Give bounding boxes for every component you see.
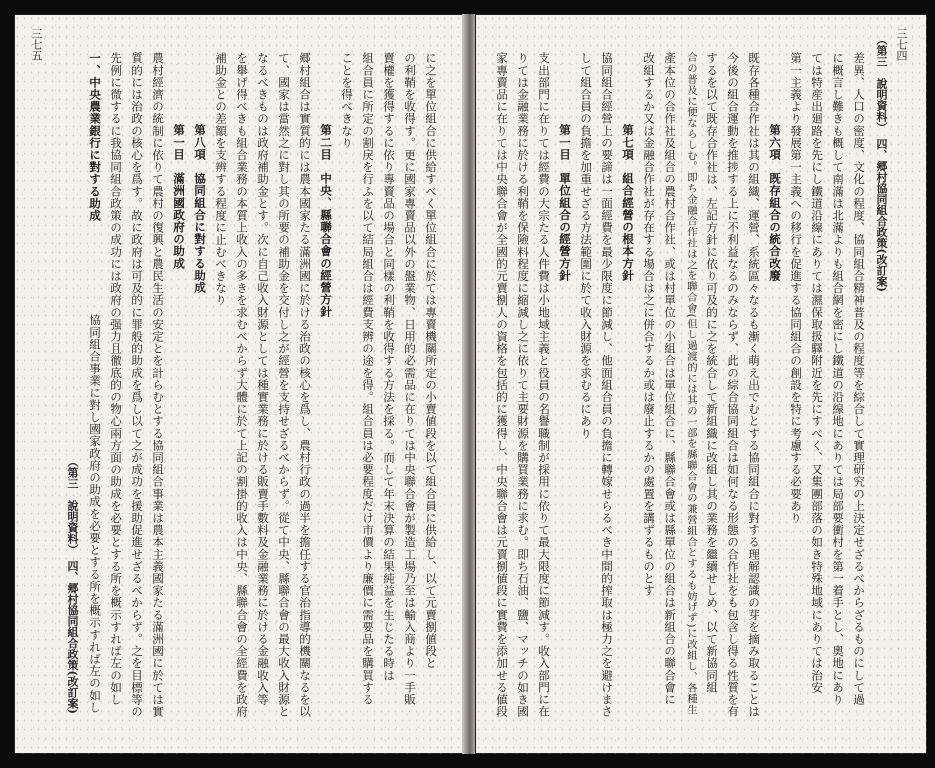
section-heading: 第六項 既存組合の統合改廢	[768, 124, 782, 282]
section-heading: 第二目 中央、縣聯合會の經營方針	[319, 124, 333, 318]
section-heading: 第八項 協同組合に對する助成	[193, 124, 207, 294]
text-column: 郷村組合は實質的には農本國家たる滿洲國に於ける治政の核心を爲し、農村行政の過半を擔任する官治指導的機關なるを以	[298, 52, 312, 718]
text-column: 合の普及に便ならしむ。即ち金融合作社は之を聯合會(但し過渡的には其の一部を縣聯合會の兼營組合とするも妨げず)に改組し、各種生	[685, 52, 697, 716]
page-number: 三七四	[895, 28, 908, 61]
text-column: 今後の組合運動を推捗する上に不利益なるのみならず、此の綜合協同組合は如何なる形態の合作社をも包含し得る性質を有	[726, 52, 740, 718]
text-column: 差異、人口の密度、文化の程度、協同組合精神普及の程度等を綜合して實理研究の上決定せざるべからざるものにして過	[852, 52, 866, 706]
text-column: 既存各種合作社は其の組織、運營、系統區々なるも漸く萌え出でむとする協同組合に對する理解認識の芽を摘み取ることは	[747, 52, 761, 718]
running-head: （第三 說明資料） 四、郷村協同組合政策(改訂案)	[66, 456, 79, 714]
text-column: 產本位の合作社及組合の農村合作社、或は村單位の小組合は單位組合に、縣聯合會或は縣單位の組合は新組合の聯合會に	[663, 52, 677, 706]
text-column: 組合員に所定の割戾を行ふを以て結局組合は經費支辨の途を得。組合員は必要程度だけ市價より廉價に需要品を購買する	[361, 52, 375, 706]
left-page	[14, 14, 466, 754]
section-heading: 第七項 組合經營の根本方針	[621, 124, 635, 282]
text-column: て、國家は當然之に對し其の所要の補助金を交付し之が經營を支持せざるべからず。從て中央、縣聯合會の最大收入財源と	[277, 52, 291, 718]
text-column: に概言し難きも概して南滿は北滿よりも組合網を密にし鐵道の沿線地にありては局部要衝村を第一着手とし、奧地にあり	[831, 52, 845, 706]
text-column: なるべきものは政府補助金とす。次に自己收入財源としては種實業務に於ける販賣手數料及金融業務に於ける金融收入等	[256, 52, 270, 706]
section-heading: 第一目 滿洲國政府の助成	[172, 124, 186, 270]
text-column: 賣權を獲得するに依り專賣品の場合と同樣の利鞘を收得する方法を採る。而して年末決算の結果純益を生じたる時は	[382, 52, 396, 682]
text-column: 農村經濟の統制に依りて農村の復興と農民生活の安定とを計らむとする協同組合事業は農本主義國家たる滿洲國に於ては實	[151, 52, 165, 718]
text-column: して組合員の負擔を加重せざる方法範圍に於て收入財源を求むるにあり	[579, 52, 593, 440]
text-column: の利鞘を收得す。更に國家專賣品以外の盤業物、日用的必需品に在りては中央聯合會が製造工場乃至は輸入商より一手販	[403, 52, 417, 706]
text-column: ことを得べきなり	[340, 52, 354, 149]
section-heading: 第一目 單位組合の經營方針	[558, 124, 572, 282]
text-column: 家專賣品に在りては中央聯合會が全國的元賣捌人の資格を包括的に獲得し、中央聯合會は元賣捌値段に實費を添加せる値段	[495, 52, 509, 718]
text-column: 先例に微するに我協同組合政策の成功には政府の强力且徹底的の物心兩方面の助成を必要とする所を概示すれば左の如し	[109, 52, 123, 706]
text-column: に之を單位組合に供給すべく單位組合に於ては專賣機關所定の小賣値段を以て組合員に供給し、以て元賣捌値段と	[424, 52, 438, 670]
running-head: （第三 說明資料） 四、郷村協同組合政策(改訂案)	[875, 34, 888, 292]
text-column: 第一主義より發展第一主義への移行を促進する協同組合の創設を特に考慮する必要あり	[789, 52, 803, 524]
text-column: 補助金との差額を支辨する程度に止むべきなり	[214, 52, 228, 307]
text-column: りては金融業務に於ける利鞘を保險料程度に縮減し之に依りて主要財源を購買業務に求む。即ち石油、鹽、マッチの如き國	[516, 52, 530, 718]
text-column: 協同組合經營上の要諦は一面經費を最少限度に節減し、他面組合員の負擔に轉嫁せらるべき中間的搾取は極力之を避けまさ	[600, 52, 614, 718]
text-column: 質的には治政の核心を爲す。故に政府は可及的に罪般的助成を爲し以て之が成功を援助促進せざるべからず。之を目標等の	[130, 52, 144, 718]
text-column: 改組するか又は金融合作社が存在する場合は之に併合するか或は廢止するかの處置を講ずるものとす	[642, 52, 656, 597]
section-heading: 一、中央農業銀行に對する助成	[88, 52, 102, 222]
text-column: するを以て既存合作社は、左記方針に依り可及的に之を統合して新組織に改組し其の業務を繼續せしめ、以て新協同組	[705, 52, 719, 694]
page-number: 三七五	[30, 28, 43, 61]
text-column: 支出部門に在りては經費の大宗たる人件費は小地域主義と役員の名譽職制が採用に依りて最大限度に節減す。收入部門に在	[537, 52, 551, 718]
text-column: 協同組合事業に對し國家政府の助成を必要とする所を概示すれば左の如し	[88, 314, 102, 714]
text-column: ては特産出廻路を先にし鐵道沿線にありては濕保取扱驛附近を先にすべく、又集團部落の如き特殊地域にありては治安	[810, 52, 824, 694]
text-column: を舉げ得べきも組合業務の本質上收入の多きを求むべからず大體に於て上記の割掛的收入は中央、縣聯合會の全經費を政府	[235, 52, 249, 718]
right-page	[475, 14, 927, 754]
